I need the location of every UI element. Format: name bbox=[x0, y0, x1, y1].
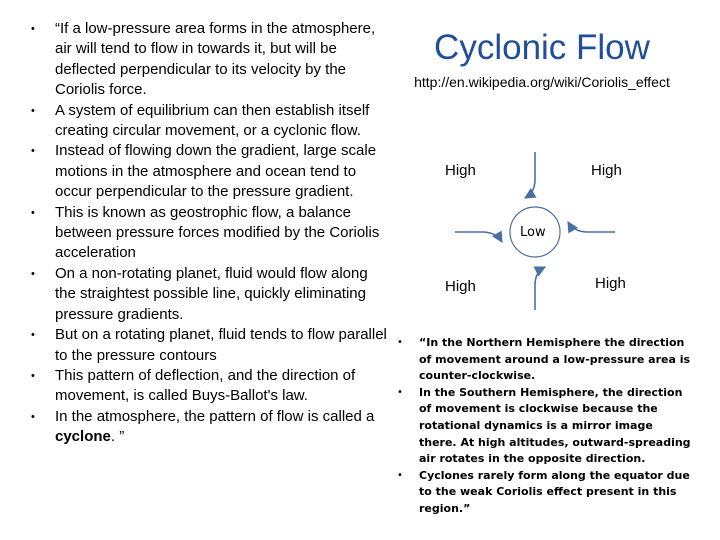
flow-arrow-top bbox=[525, 152, 535, 198]
high-label-bottom-right: High bbox=[595, 275, 626, 292]
left-bullet-2: • A system of equilibrium can then establish itself creating circular movement, or a cyclonic flow. bbox=[28, 101, 388, 142]
left-bullet-5: • On a non-rotating planet, fluid would flow along the straightest possible line, quickly eliminating pressure gradients. bbox=[28, 264, 388, 325]
cyclone-term: cyclone bbox=[55, 428, 111, 446]
high-label-top-left: High bbox=[445, 162, 476, 179]
flow-arrow-bottom bbox=[535, 267, 545, 310]
flow-arrow-left bbox=[455, 232, 502, 242]
high-label-bottom-left: High bbox=[445, 278, 476, 295]
cyclonic-flow-diagram bbox=[420, 150, 650, 310]
left-bullet-7: • This pattern of deflection, and the direction of movement, is called Buys-Ballot's law. bbox=[28, 366, 388, 407]
right-bullet-3: • Cyclones rarely form along the equator due to the weak Coriolis effect present in this region.” bbox=[392, 468, 692, 518]
left-bullet-4: • This is known as geostrophic flow, a balance between pressure forces modified by the Coriolis acceleration bbox=[28, 203, 388, 264]
left-bullet-3: • Instead of flowing down the gradient, large scale motions in the atmosphere and ocean tend to occur perpendicular to the pressure gradient. bbox=[28, 141, 388, 202]
right-bullet-2: • In the Southern Hemisphere, the direction of movement is clockwise because the rotational dynamics is a mirror image there. At high altitudes, outward-spreading air rotates in the opposite direction. bbox=[392, 385, 692, 468]
left-bullet-list bbox=[28, 19, 388, 448]
source-url: http://en.wikipedia.org/wiki/Coriolis_effect bbox=[414, 74, 670, 90]
low-label: Low bbox=[520, 225, 546, 240]
right-bullet-list bbox=[392, 335, 692, 518]
left-bullet-8-end: . ” bbox=[110, 428, 125, 446]
flow-arrow-right bbox=[568, 222, 615, 232]
high-label-top-right: High bbox=[591, 162, 622, 179]
left-bullet-8-text: In the atmosphere, the pattern of flow is called a bbox=[55, 407, 375, 425]
left-bullet-8 bbox=[28, 407, 388, 448]
left-bullet-1: • “If a low-pressure area forms in the atmosphere, air will tend to flow in towards it, but will be deflected perpendicular to its velocity by the Coriolis force. bbox=[28, 19, 388, 101]
slide-title: Cyclonic Flow bbox=[434, 28, 650, 67]
left-bullet-6: • But on a rotating planet, fluid tends to flow parallel to the pressure contours bbox=[28, 325, 388, 366]
right-bullet-1: • “In the Northern Hemisphere the direction of movement around a low-pressure area is counter-clockwise. bbox=[392, 335, 692, 385]
